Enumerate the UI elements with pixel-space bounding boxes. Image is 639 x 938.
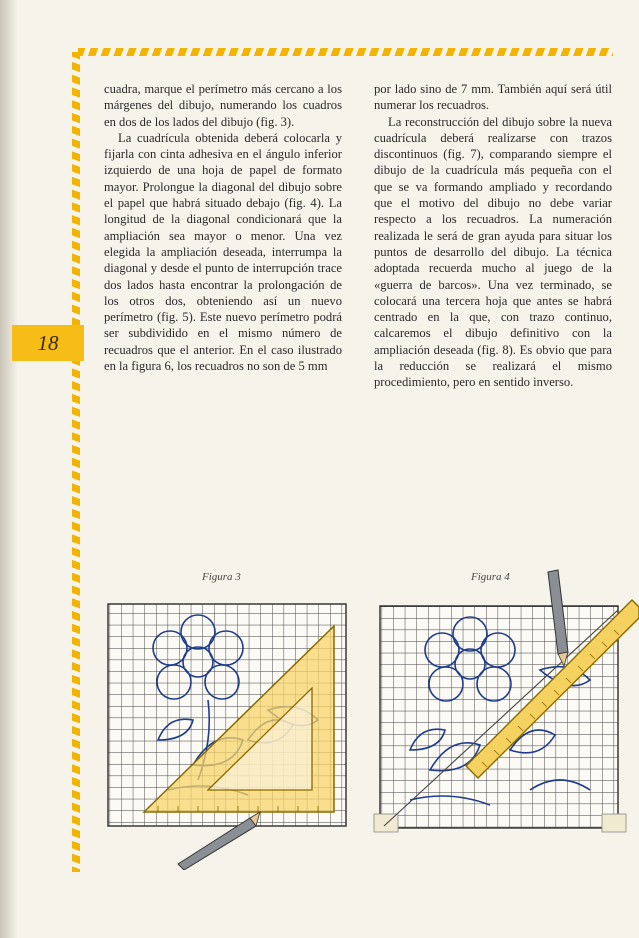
figure-3-caption: Figura 3 bbox=[202, 571, 241, 583]
figure-4-caption: Figura 4 bbox=[471, 571, 510, 583]
text-column-right bbox=[374, 81, 612, 391]
paragraph: La reconstrucción del dibujo sobre la nueva cuadrícula deberá realizarse con trazos discontinuos (fig. 7), comparando siempre el dibujo de la cuadrícula más pequeña con el que se va formando ampliado y recordando que el motivo del dibujo no debe variar respecto a los recuadros. La numeración realizada le será de gran ayuda para situar los puntos de desarrollo del dibujo. La técnica adoptada recuerda mucho al juego de la «guerra de barcos». Una vez terminado, se colocará una tercera hoja que antes se habrá centrado en la que, con trazo continuo, calcaremos el dibujo definitivo con la ampliación deseada (fig. 8). Es obvio que para la reducción se realizará el mismo procedimiento, pero en sentido inverso. bbox=[374, 114, 612, 390]
page-number-tab bbox=[12, 325, 84, 361]
gutter-shadow bbox=[0, 0, 18, 938]
figure-3-illustration bbox=[98, 590, 358, 870]
text-column-left bbox=[104, 81, 342, 374]
figure-4-illustration bbox=[370, 560, 639, 870]
paragraph: La cuadrícula obtenida deberá colocarla y fijarla con cinta adhesiva en el ángulo inferior izquierdo de una hoja de papel de formato mayor. Prolongue la diagonal del dibujo sobre el papel que habrá situado debajo (fig. 4). La longitud de la diagonal condicionará que la ampliación sea mayor o menor. Una vez elegida la ampliación deseada, interrumpa la diagonal y desde el punto de interrupción trace dos lados hasta encontrar la prolongación de los otros dos, obteniendo así un nuevo perímetro (fig. 5). Este nuevo perímetro podrá ser subdividido en el mismo número de recuadros que el anterior. En el caso ilustrado en la figura 6, los recuadros no son de 5 mm bbox=[104, 130, 342, 374]
paragraph: cuadra, marque el perímetro más cercano a los márgenes del dibujo, numerando los cuadros en dos de los lados del dibujo (fig. 3). bbox=[104, 82, 342, 129]
paragraph: por lado sino de 7 mm. También aquí será útil numerar los recuadros. bbox=[374, 82, 612, 113]
page-number: 18 bbox=[37, 330, 59, 355]
left-dashed-border bbox=[72, 52, 80, 872]
top-dashed-border bbox=[78, 48, 613, 56]
